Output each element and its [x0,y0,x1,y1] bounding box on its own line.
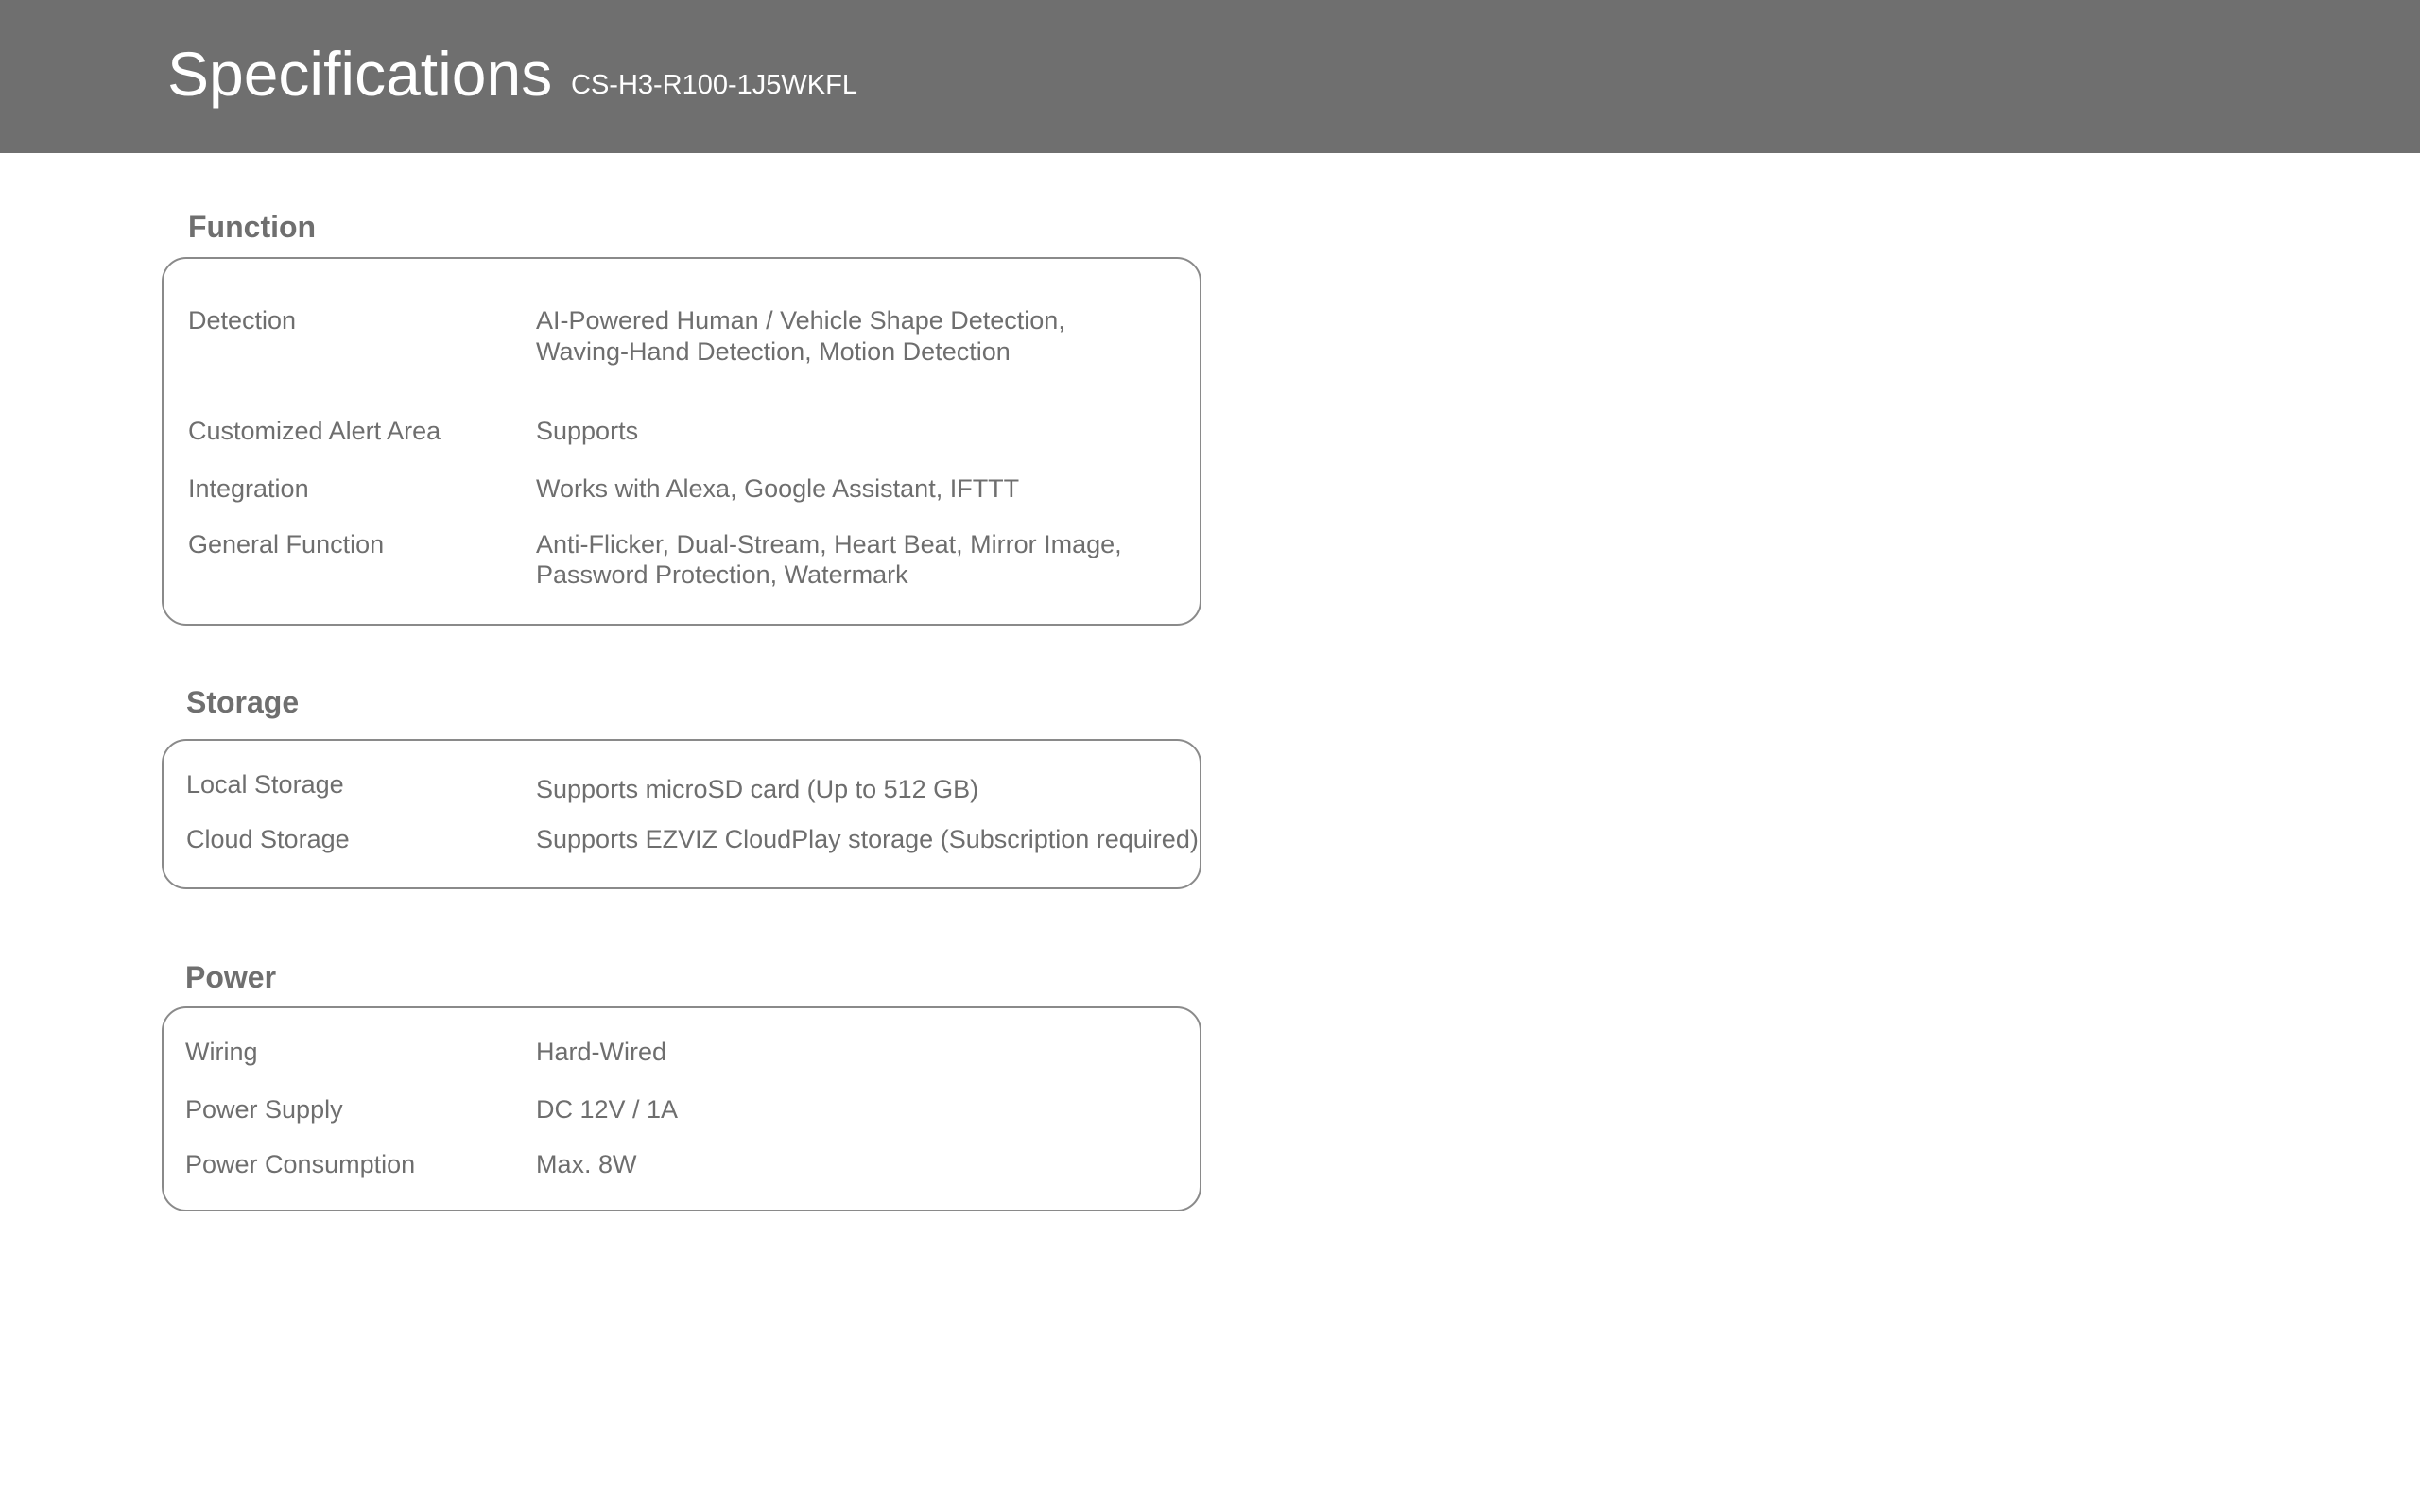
spec-label-integration: Integration [188,474,309,503]
section-title-storage: Storage [186,685,300,719]
spec-value-general-function-line2: Password Protection, Watermark [536,560,908,589]
model-number: CS-H3-R100-1J5WKFL [571,70,857,100]
spec-value-detection-line1: AI-Powered Human / Vehicle Shape Detection, [536,306,1065,335]
section-title-power: Power [185,960,277,994]
spec-value-local-storage: Supports microSD card (Up to 512 GB) [536,775,979,803]
spec-label-customized-alert-area: Customized Alert Area [188,417,441,445]
spec-label-power-consumption: Power Consumption [185,1150,416,1178]
spec-value-integration: Works with Alexa, Google Assistant, IFTTT [536,474,1020,503]
spec-label-general-function: General Function [188,530,385,558]
section-title-function: Function [188,210,317,244]
spec-label-wiring: Wiring [185,1038,258,1066]
spec-label-detection: Detection [188,306,297,335]
storage-spec-box [162,739,1201,889]
spec-value-power-consumption: Max. 8W [536,1150,637,1178]
spec-value-detection-line2: Waving-Hand Detection, Motion Detection [536,337,1011,366]
spec-label-local-storage: Local Storage [186,770,344,799]
spec-value-wiring: Hard-Wired [536,1038,667,1066]
spec-label-power-supply: Power Supply [185,1095,343,1124]
page-title: Specifications [167,39,553,109]
spec-value-general-function-line1: Anti-Flicker, Dual-Stream, Heart Beat, Mirror Image, [536,530,1122,558]
page-header [0,0,2420,153]
spec-value-power-supply: DC 12V / 1A [536,1095,679,1124]
spec-value-cloud-storage: Supports EZVIZ CloudPlay storage (Subscription required) [536,825,1199,853]
spec-value-customized-alert-area: Supports [536,417,639,445]
spec-label-cloud-storage: Cloud Storage [186,825,350,853]
